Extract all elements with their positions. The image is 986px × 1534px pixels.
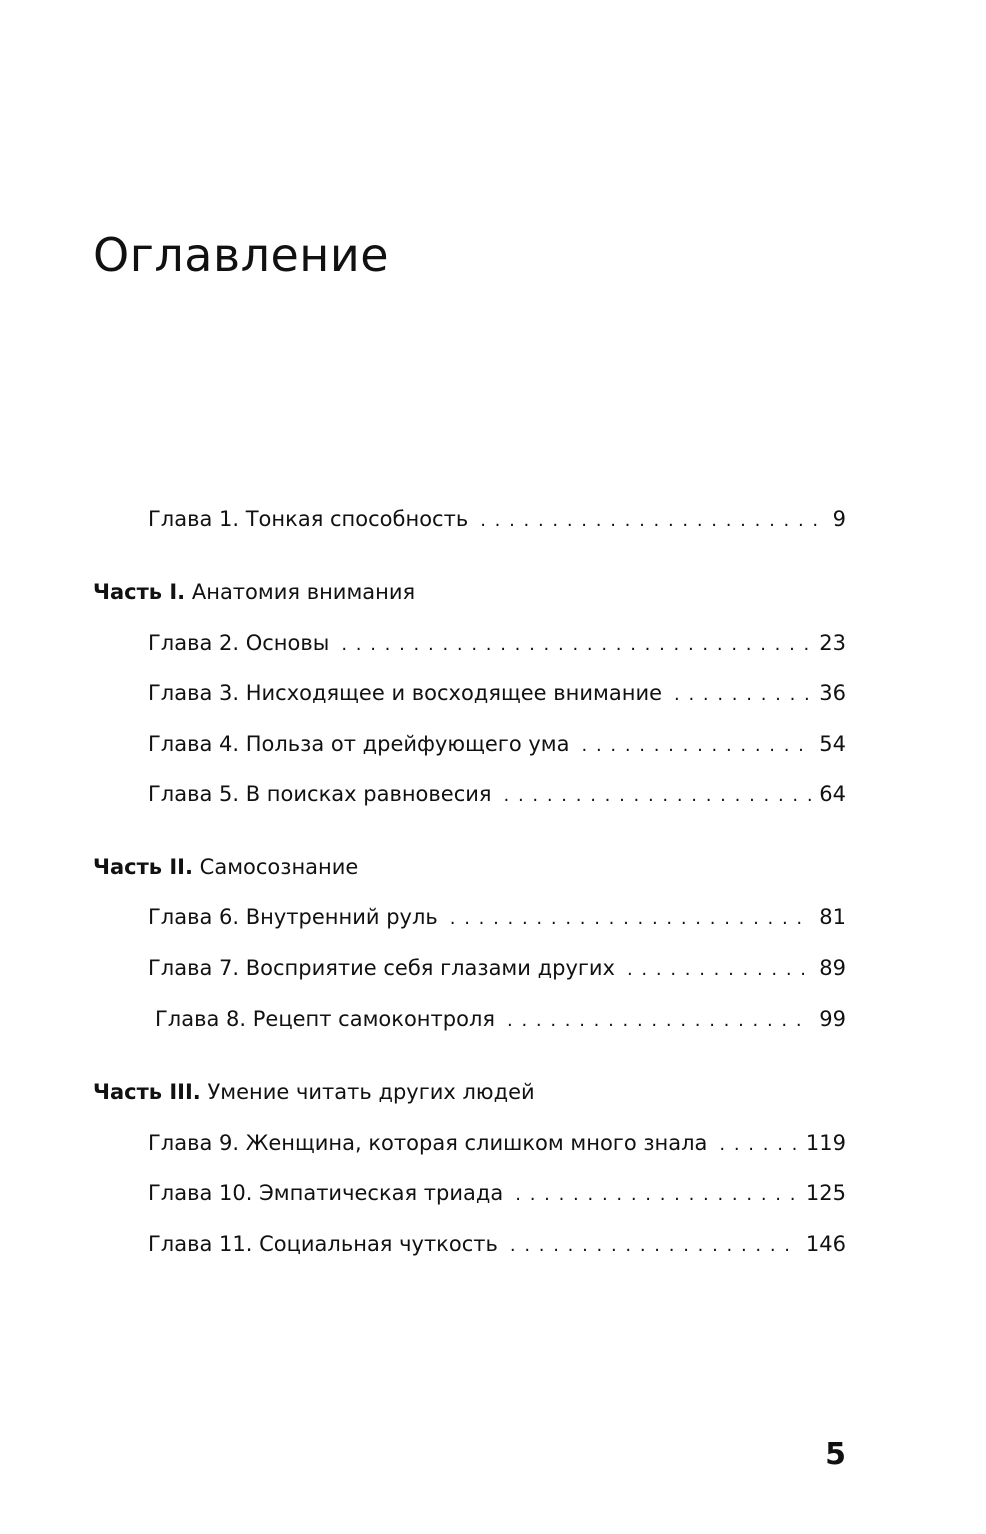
dot-leader <box>450 904 812 934</box>
page-number: 5 <box>825 1437 846 1472</box>
dot-leader <box>480 506 824 536</box>
part-number: Часть III. <box>93 1080 201 1104</box>
part-name: Самосознание <box>199 855 359 879</box>
chapter-page-number: 36 <box>819 681 846 705</box>
chapter-label: Глава 10. Эмпатическая триада <box>148 1181 504 1205</box>
toc-entry-chapter-4[interactable] <box>148 729 846 759</box>
part-heading-2[interactable] <box>93 852 358 882</box>
toc-entry-chapter-5[interactable] <box>148 779 846 809</box>
part-name: Умение читать других людей <box>207 1080 535 1104</box>
toc-entry-chapter-8[interactable] <box>155 1004 846 1034</box>
chapter-page-number: 119 <box>805 1131 846 1155</box>
chapter-label: Глава 4. Польза от дрейфующего ума <box>148 732 570 756</box>
chapter-page-number: 89 <box>819 956 846 980</box>
dot-leader <box>515 1180 798 1210</box>
toc-entry-chapter-11[interactable] <box>148 1229 846 1259</box>
toc-entry-chapter-2[interactable] <box>148 628 846 658</box>
chapter-label: Глава 11. Социальная чуткость <box>148 1232 498 1256</box>
dot-leader <box>341 630 811 660</box>
toc-entry-chapter-7[interactable] <box>148 953 846 983</box>
dot-leader <box>719 1130 797 1160</box>
toc-entry-chapter-10[interactable] <box>148 1178 846 1208</box>
chapter-page-number: 81 <box>819 905 846 929</box>
chapter-label: Глава 9. Женщина, которая слишком много знала <box>148 1131 708 1155</box>
dot-leader <box>510 1231 798 1261</box>
chapter-page-number: 54 <box>819 732 846 756</box>
chapter-label: Глава 8. Рецепт самоконтроля <box>155 1007 495 1031</box>
chapter-page-number: 146 <box>805 1232 846 1256</box>
toc-entry-chapter-9[interactable] <box>148 1128 846 1158</box>
chapter-page-number: 99 <box>819 1007 846 1031</box>
dot-leader <box>627 955 811 985</box>
chapter-label: Глава 3. Нисходящее и восходящее внимание <box>148 681 663 705</box>
toc-entry-chapter-6[interactable] <box>148 902 846 932</box>
part-number: Часть I. <box>93 580 186 604</box>
dot-leader <box>504 781 812 811</box>
chapter-label: Глава 7. Восприятие себя глазами других <box>148 956 615 980</box>
dot-leader <box>674 680 811 710</box>
dot-leader <box>582 731 812 761</box>
part-number: Часть II. <box>93 855 193 879</box>
part-name: Анатомия внимания <box>191 580 416 604</box>
chapter-page-number: 125 <box>805 1181 846 1205</box>
chapter-label: Глава 2. Основы <box>148 631 330 655</box>
part-heading-3[interactable] <box>93 1077 535 1107</box>
chapter-page-number: 23 <box>819 631 846 655</box>
part-heading-1[interactable] <box>93 577 415 607</box>
toc-entry-chapter-1[interactable] <box>148 504 846 534</box>
chapter-label: Глава 5. В поисках равновесия <box>148 782 492 806</box>
chapter-page-number: 9 <box>832 507 846 531</box>
chapter-label: Глава 6. Внутренний руль <box>148 905 438 929</box>
chapter-page-number: 64 <box>819 782 846 806</box>
dot-leader <box>507 1006 811 1036</box>
chapter-label: Глава 1. Тонкая способность <box>148 507 469 531</box>
toc-entry-chapter-3[interactable] <box>148 678 846 708</box>
page-title: Оглавление <box>93 228 390 282</box>
